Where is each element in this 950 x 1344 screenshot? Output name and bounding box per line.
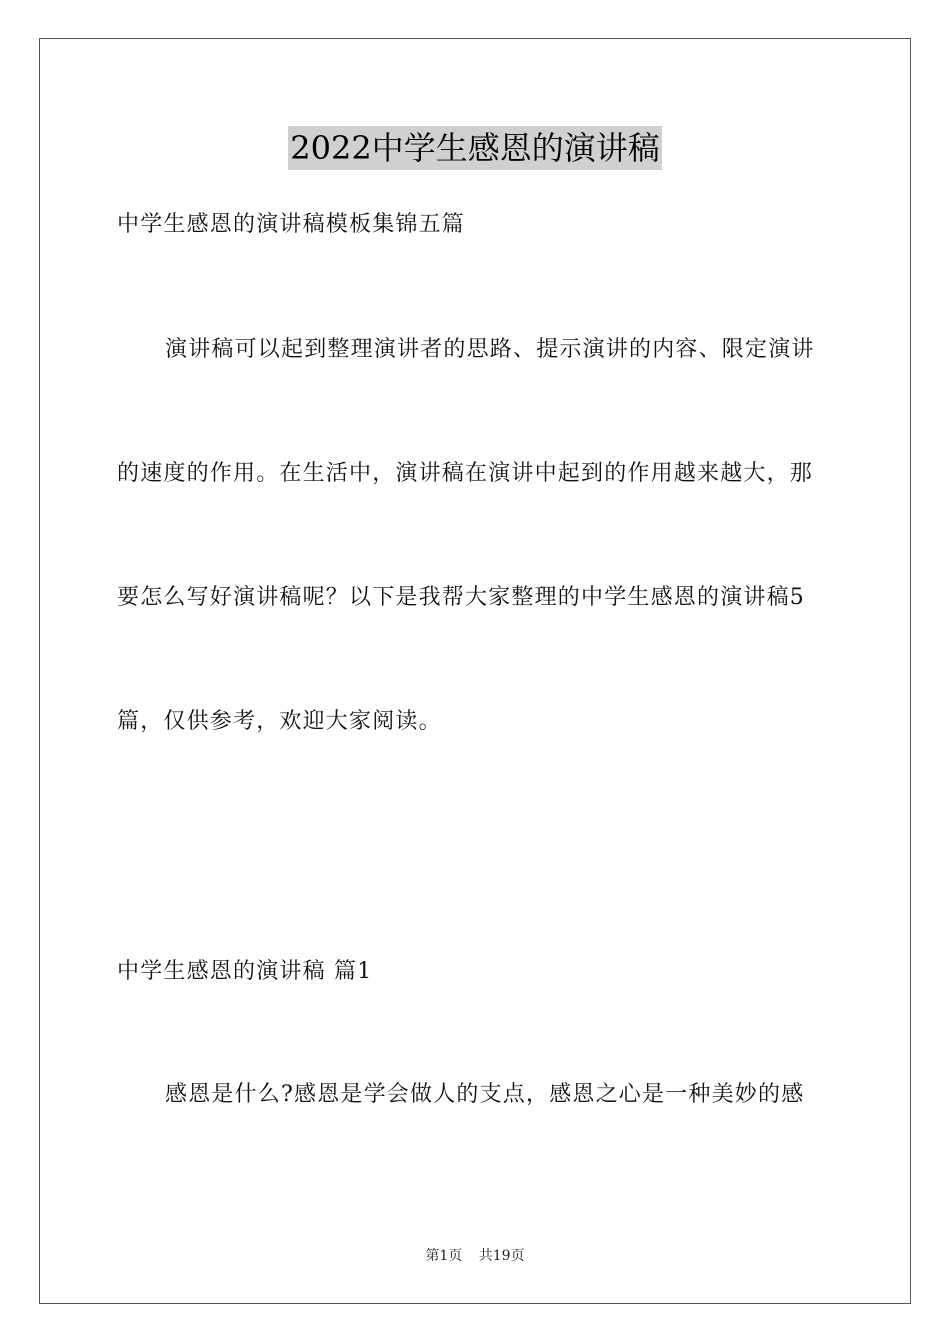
intro-paragraph-line: 要怎么写好演讲稿呢？以下是我帮大家整理的中学生感恩的演讲稿5	[117, 585, 805, 610]
page-number: 第1页	[425, 1248, 463, 1264]
intro-paragraph-line: 演讲稿可以起到整理演讲者的思路、提示演讲的内容、限定演讲	[165, 337, 815, 362]
section-paragraph-line: 感恩是什么?感恩是学会做人的支点，感恩之心是一种美妙的感	[165, 1082, 805, 1107]
page-footer	[0, 1246, 950, 1266]
document-title: 2022中学生感恩的演讲稿	[288, 126, 661, 170]
title-container	[0, 126, 950, 170]
section-heading: 中学生感恩的演讲稿 篇1	[117, 959, 373, 984]
intro-paragraph-line: 篇，仅供参考，欢迎大家阅读。	[117, 709, 442, 734]
document-subtitle: 中学生感恩的演讲稿模板集锦五篇	[117, 212, 466, 237]
page-total: 共19页	[478, 1248, 525, 1264]
intro-paragraph-line: 的速度的作用。在生活中，演讲稿在演讲中起到的作用越来越大，那	[117, 461, 814, 486]
